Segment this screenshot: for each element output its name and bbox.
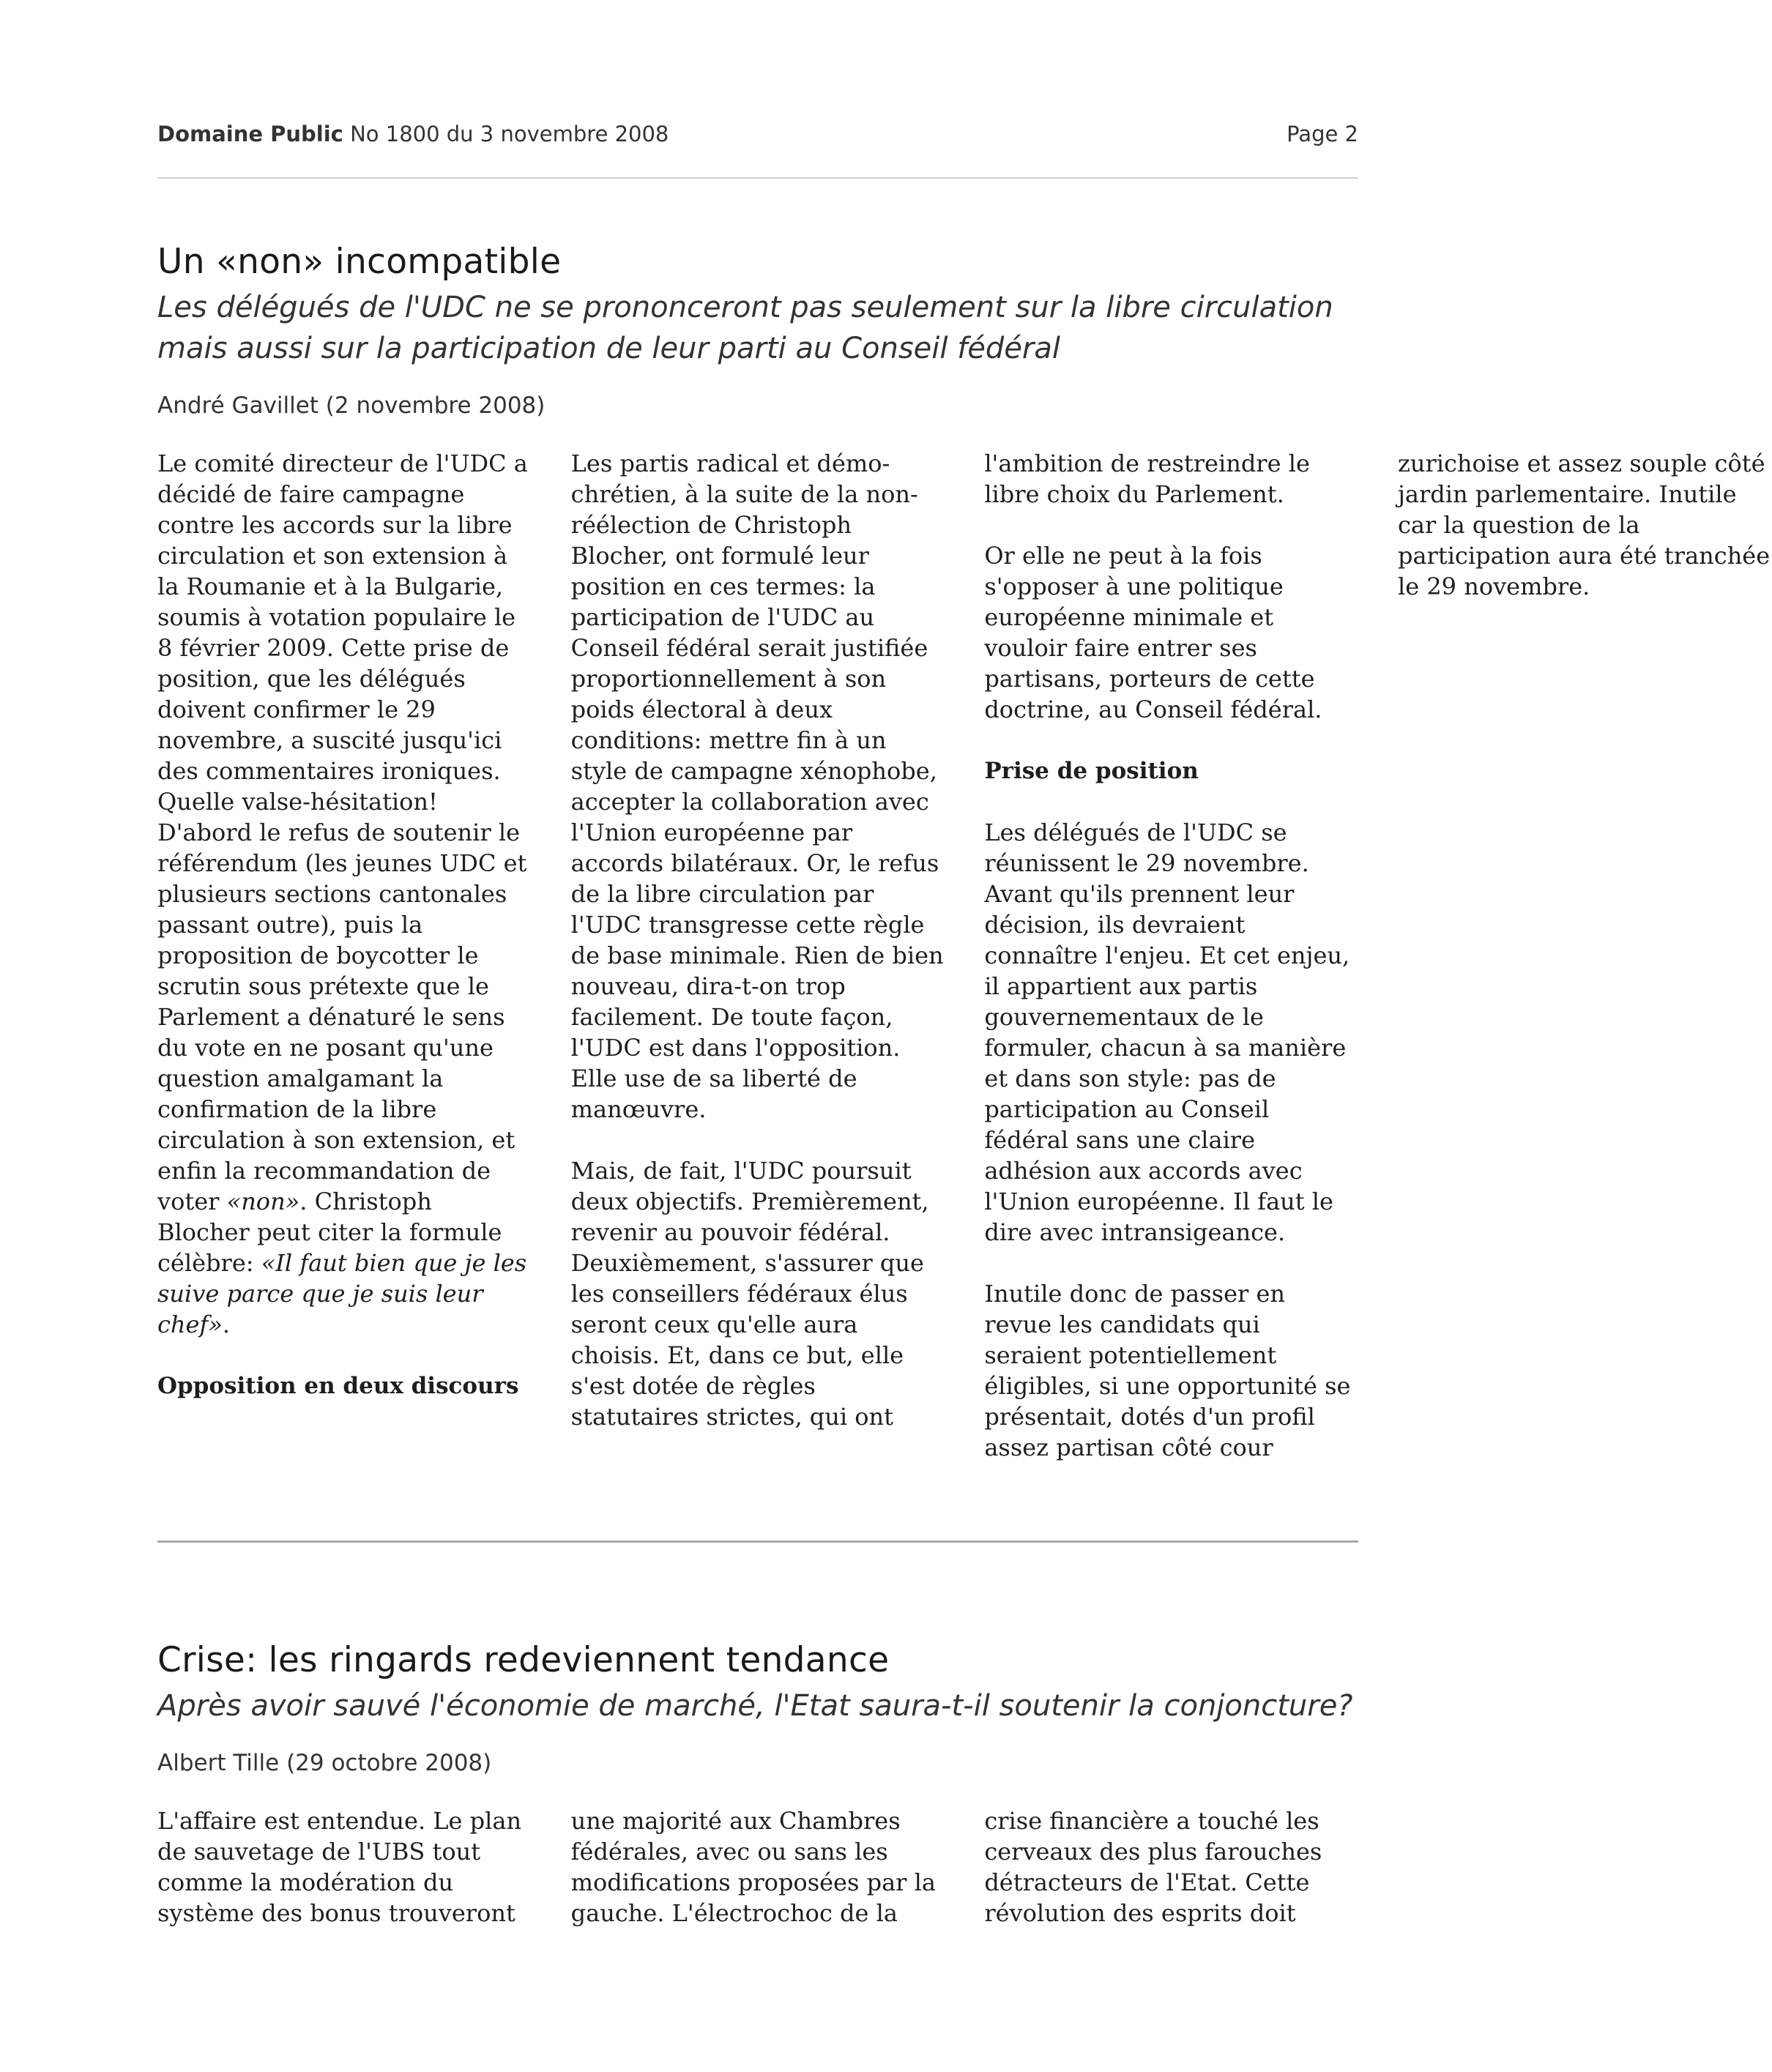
- paragraph: Or elle ne peut à la fois s'opposer à une politique européenne minimale et vouloir faire entrer ses partisans, porteurs de cette doctrine, au Conseil fédéral.: [984, 542, 1322, 723]
- paragraph: Mais, de fait, l'UDC poursuit deux objectifs. Premièrement, revenir au pouvoir fédéral. Deuxièmement, s'assurer que les conseillers fédéraux élus seront ceux qu'elle aura choisis. Et, dans ce but, elle s'est dotée de règles statutaires strictes, qui ont l'ambition de restreindre le libre choix du Parlement.: [570, 450, 1310, 1431]
- page-number: Page 2: [1287, 122, 1358, 146]
- paragraph: Inutile donc de passer en revue les candidats qui seraient potentiellement éligibles, si une opportunité se présentait, dotés d'un profil assez partisan côté cour zurichoise et assez souple côté jardin parlementaire. Inutile car la question de la participation aura été tranchée le 29 novembre.: [984, 450, 1771, 1461]
- article-byline: André Gavillet (2 novembre 2008): [157, 392, 546, 419]
- article-crise-ringards: [157, 1640, 1358, 1930]
- header-divider: [157, 177, 1358, 179]
- article-subtitle: Les délégués de l'UDC ne se prononceront pas seulement sur la libre circulation mais aussi sur la participation de leur parti au Conseil fédéral: [157, 291, 1333, 365]
- page-header: [157, 122, 1358, 146]
- issue-info: No 1800 du 3 novembre 2008: [350, 122, 669, 146]
- article-body: [157, 1805, 1358, 1930]
- article-divider: [157, 1540, 1358, 1543]
- section-heading: Opposition en deux discours: [157, 1373, 519, 1399]
- article-title: Un «non» incompatible: [157, 242, 562, 282]
- publication-name: Domaine Public: [157, 122, 343, 146]
- section-heading: Prise de position: [984, 758, 1199, 784]
- article-body: [157, 448, 1771, 1488]
- article-title: Crise: les ringards redeviennent tendance: [157, 1640, 890, 1680]
- paragraph: Le comité directeur de l'UDC a décidé de faire campagne contre les accords sur la libre circulation et son extension à la Roumanie et à la Bulgarie, soumis à votation populaire le 8 février 2009. Cette prise de position, que les délégués doivent confirmer le 29 novembre, a suscité jusqu'ici des commentaires ironiques. Quelle valse-hésitation! D'abord le refus de soutenir le référendum (les jeunes UDC et plusieurs sections cantonales passant outre), puis la proposition de boycotter le scrutin sous prétexte que le Parlement a dénaturé le sens du vote en ne posant qu'une question amalgamant la confirmation de la libre circulation à son extension, et enfin la recommandation de voter «non». Christoph Blocher peut citer la formule célèbre: «Il faut bien que je les suive parce que je suis leur chef».: [157, 450, 528, 1338]
- article-un-non-incompatible: [157, 242, 1771, 1488]
- article-subtitle: Après avoir sauvé l'économie de marché, l'Etat saura-t-il soutenir la conjoncture?: [157, 1689, 1353, 1723]
- paragraph: Les partis radical et démo-chrétien, à la suite de la non-réélection de Christoph Blocher, ont formulé leur position en ces termes: la participation de l'UDC au Conseil fédéral serait justifiée proportionnellement à son poids électoral à deux conditions: mettre fin à un style de campagne xénophobe, accepter la collaboration avec l'Union européenne par accords bilatéraux. Or, le refus de la libre circulation par l'UDC transgresse cette règle de base minimale. Rien de bien nouveau, dira-t-on trop facilement. De toute façon, l'UDC est dans l'opposition. Elle use de sa liberté de manœuvre.: [570, 450, 944, 1123]
- paragraph: Les délégués de l'UDC se réunissent le 29 novembre. Avant qu'ils prennent leur décision, ils devraient connaître l'enjeu. Et cet enjeu, il appartient aux partis gouvernementaux de le formuler, chacun à sa manière et dans son style: pas de participation au Conseil fédéral sans une claire adhésion aux accords avec l'Union européenne. Il faut le dire avec intransigeance.: [984, 819, 1350, 1246]
- article-byline: Albert Tille (29 octobre 2008): [157, 1750, 492, 1776]
- paragraph: L'affaire est entendue. Le plan de sauvetage de l'UBS tout comme la modération du système des bonus trouveront une majorité aux Chambres fédérales, avec ou sans les modifications proposées par la gauche. L'électrochoc de la crise financière a touché les cerveaux des plus farouches détracteurs de l'Etat. Cette révolution des esprits doit: [157, 1807, 1322, 1927]
